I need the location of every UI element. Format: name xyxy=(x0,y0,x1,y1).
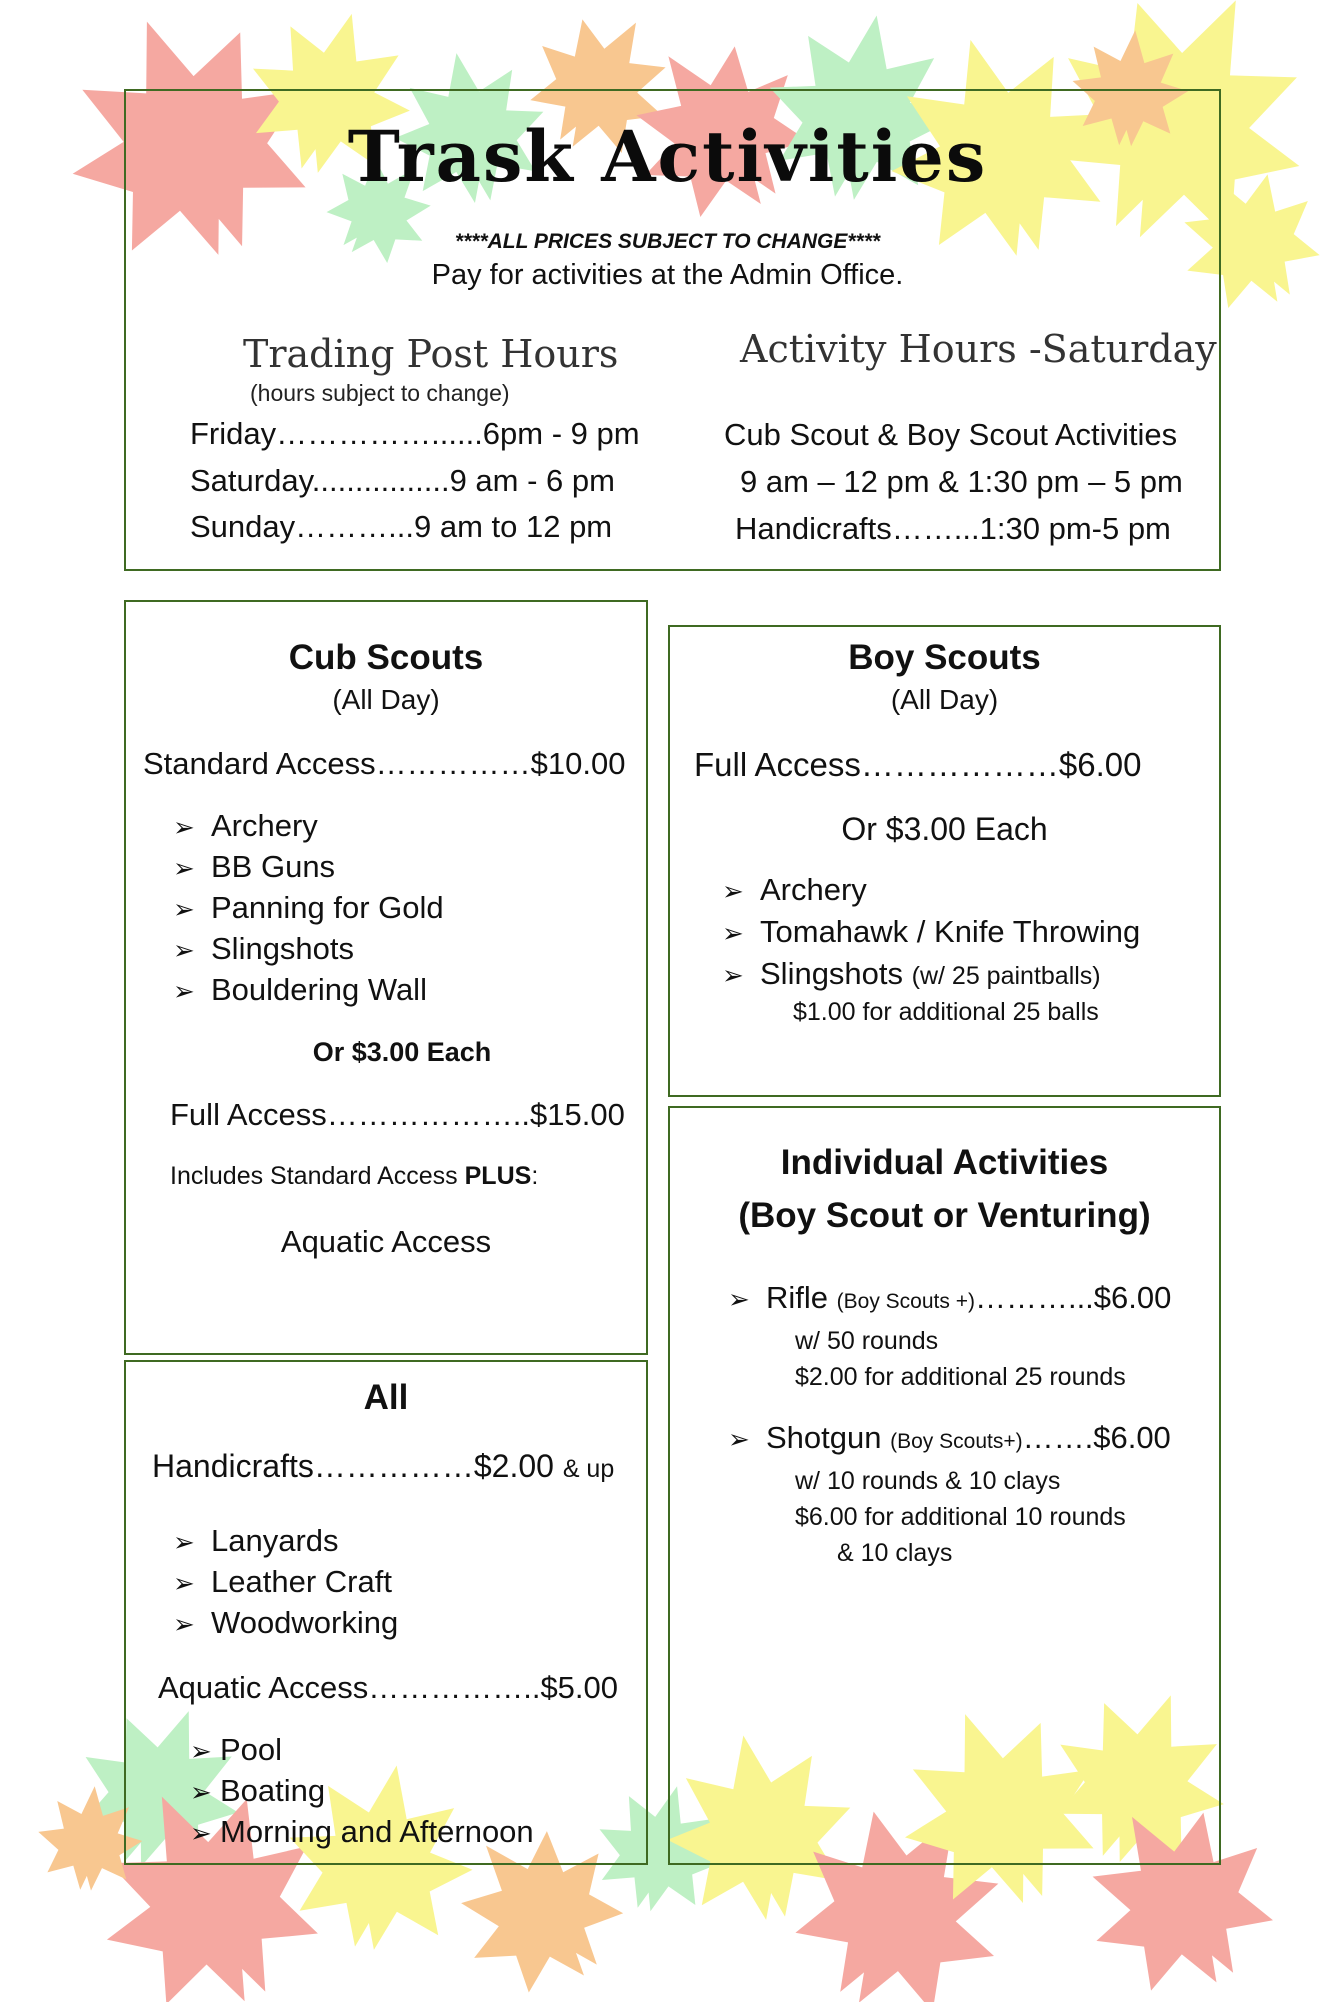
cub-scouts-heading: Cub Scouts xyxy=(288,638,484,677)
pay-note: Pay for activities at the Admin Office. xyxy=(431,259,904,291)
list-item: ➢ Archery xyxy=(722,872,867,907)
trading-post-row: Sunday………...9 am to 12 pm xyxy=(190,509,613,544)
page-title: Trask Activities xyxy=(347,115,988,198)
list-item: ➢ Woodworking xyxy=(173,1605,399,1640)
boy-slingshots-extra: $1.00 for additional 25 balls xyxy=(793,998,1099,1026)
list-item: ➢ BB Guns xyxy=(173,849,336,884)
list-item: ➢ Pool xyxy=(190,1732,283,1767)
activity-hours-row: Handicrafts……...1:30 pm-5 pm xyxy=(735,511,1171,546)
arrow-bullet-icon: ➢ xyxy=(190,1777,212,1807)
all-aquatic-access: Aquatic Access……………..$5.00 xyxy=(158,1670,619,1705)
list-item: ➢ Lanyards xyxy=(173,1523,339,1558)
shotgun-detail: w/ 10 rounds & 10 clays xyxy=(795,1467,1061,1495)
trading-post-subheading: (hours subject to change) xyxy=(250,380,510,406)
arrow-bullet-icon: ➢ xyxy=(173,1527,195,1557)
all-heading: All xyxy=(363,1378,409,1417)
arrow-bullet-icon: ➢ xyxy=(173,812,195,842)
trading-post-row: Saturday................9 am - 6 pm xyxy=(190,463,615,498)
rifle-detail: $2.00 for additional 25 rounds xyxy=(795,1363,1126,1391)
all-handicrafts: Handicrafts……………$2.00 & up xyxy=(152,1448,615,1484)
list-item: ➢ Archery xyxy=(173,808,318,843)
rifle-item: ➢ Rifle (Boy Scouts +)………...$6.00 xyxy=(728,1280,1172,1315)
activity-hours-row: 9 am – 12 pm & 1:30 pm – 5 pm xyxy=(740,464,1183,499)
cub-includes-text: Includes Standard Access PLUS: xyxy=(170,1162,539,1190)
arrow-bullet-icon: ➢ xyxy=(173,935,195,965)
arrow-bullet-icon: ➢ xyxy=(173,1568,195,1598)
price-note: ****ALL PRICES SUBJECT TO CHANGE**** xyxy=(454,230,881,253)
rifle-detail: w/ 50 rounds xyxy=(795,1327,939,1355)
shotgun-detail: $6.00 for additional 10 rounds xyxy=(795,1503,1126,1531)
arrow-bullet-icon: ➢ xyxy=(722,876,744,906)
arrow-bullet-icon: ➢ xyxy=(173,853,195,883)
shotgun-detail: & 10 clays xyxy=(837,1539,953,1567)
arrow-bullet-icon: ➢ xyxy=(728,1284,750,1314)
shotgun-item: ➢ Shotgun (Boy Scouts+)…….$6.00 xyxy=(728,1420,1171,1455)
list-item: ➢ Tomahawk / Knife Throwing xyxy=(722,914,1141,949)
individual-heading: Individual Activities xyxy=(780,1143,1109,1182)
activity-hours-row: Cub Scout & Boy Scout Activities xyxy=(724,417,1178,452)
arrow-bullet-icon: ➢ xyxy=(173,1609,195,1639)
arrow-bullet-icon: ➢ xyxy=(728,1424,750,1454)
cub-aquatic-access: Aquatic Access xyxy=(280,1224,492,1259)
arrow-bullet-icon: ➢ xyxy=(190,1736,212,1766)
list-item: ➢ Bouldering Wall xyxy=(173,972,427,1007)
arrow-bullet-icon: ➢ xyxy=(722,960,744,990)
list-item: ➢ Panning for Gold xyxy=(173,890,444,925)
arrow-bullet-icon: ➢ xyxy=(190,1818,212,1848)
cub-standard-access: Standard Access……………$10.00 xyxy=(143,746,626,781)
individual-subheading: (Boy Scout or Venturing) xyxy=(738,1196,1151,1235)
arrow-bullet-icon: ➢ xyxy=(173,894,195,924)
list-item: ➢ Leather Craft xyxy=(173,1564,392,1599)
list-item: ➢ Boating xyxy=(190,1773,326,1808)
boy-scouts-sub: (All Day) xyxy=(890,684,999,715)
list-item: ➢ Slingshots (w/ 25 paintballs) xyxy=(722,956,1101,991)
cub-full-access: Full Access………………..$15.00 xyxy=(170,1097,625,1132)
list-item: ➢ Morning and Afternoon xyxy=(190,1814,534,1849)
trading-post-heading: Trading Post Hours xyxy=(243,332,619,376)
activity-hours-heading: Activity Hours -Saturday xyxy=(740,327,1217,371)
boy-scouts-heading: Boy Scouts xyxy=(848,638,1041,677)
boy-full-access: Full Access………………$6.00 xyxy=(694,746,1142,783)
cub-scouts-sub: (All Day) xyxy=(332,684,440,715)
arrow-bullet-icon: ➢ xyxy=(722,918,744,948)
cub-each-price: Or $3.00 Each xyxy=(312,1037,492,1067)
list-item: ➢ Slingshots xyxy=(173,931,355,966)
boy-each-price: Or $3.00 Each xyxy=(841,811,1048,847)
arrow-bullet-icon: ➢ xyxy=(173,976,195,1006)
trading-post-row: Friday……………......6pm - 9 pm xyxy=(190,416,640,451)
